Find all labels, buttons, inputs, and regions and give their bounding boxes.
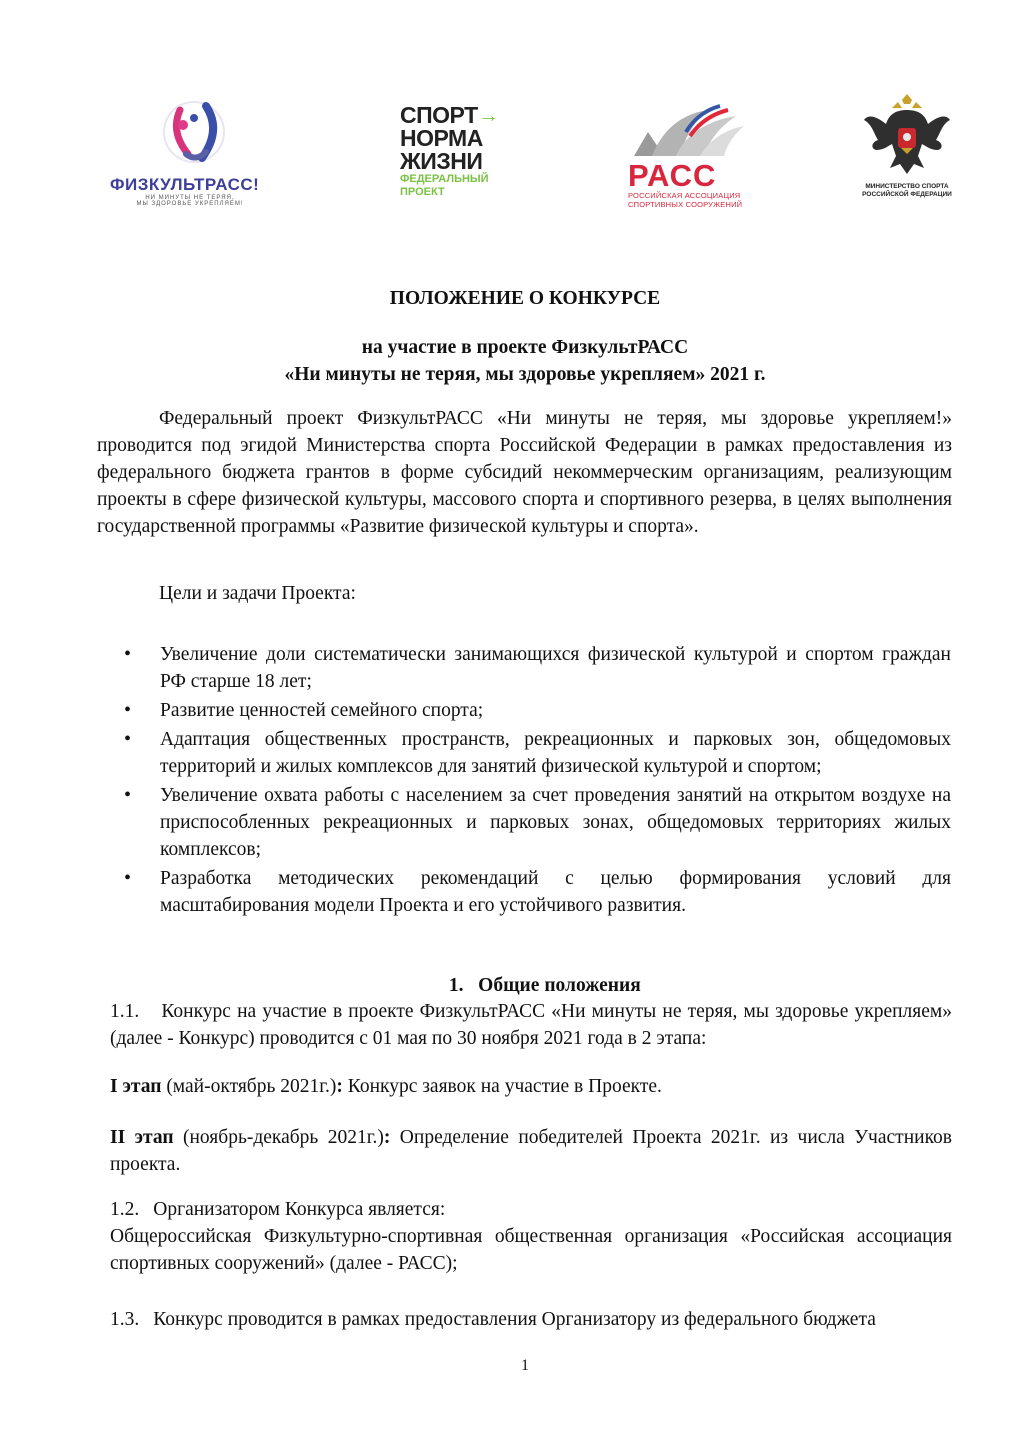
fizkultrass-logo <box>110 92 280 212</box>
fizkultrass-tagline-1: НИ МИНУТЫ НЕ ТЕРЯЯ, <box>145 195 235 201</box>
paragraph-number: 1.3. <box>110 1309 140 1330</box>
document-title <box>0 285 1026 312</box>
ministry-logo <box>862 94 952 214</box>
page-number <box>0 1352 1026 1379</box>
stage-1 <box>110 1073 952 1100</box>
double-headed-eagle-icon <box>862 94 952 178</box>
goals-heading-text: Цели и задачи Проекта: <box>159 583 356 604</box>
document-title-text: ПОЛОЖЕНИЕ О КОНКУРСЕ <box>389 288 661 309</box>
fizkultrass-name: ФИЗКУЛЬТРАСС! <box>110 175 260 194</box>
paragraph-text: Конкурс проводится в рамках предоставления Организатору из федерального бюджета <box>153 1309 876 1330</box>
project-word: ПРОЕКТ <box>400 186 445 198</box>
goal-item <box>118 782 951 863</box>
organizer-text: Общероссийская Физкультурно-спортивная общественная организация «Российская ассоциация спортивных сооружений» (далее - РАСС); <box>110 1226 952 1274</box>
section-1-heading <box>0 945 1026 999</box>
fizkultrass-emblem-icon <box>110 92 280 172</box>
paragraph-1-3 <box>110 1306 952 1333</box>
goal-text: Увеличение охвата работы с населением за счет проведения занятий на открытом воздухе на приспособленных рекреационных и парковых зонах, общедомовых территориях жилых комплексов; <box>160 785 951 860</box>
goal-text: Развитие ценностей семейного спорта; <box>160 700 484 721</box>
subtitle-line-2: «Ни минуты не теряя, мы здоровье укрепляем» 2021 г. <box>284 364 766 385</box>
ministry-name-2: РОССИЙСКОЙ ФЕДЕРАЦИИ <box>862 191 952 198</box>
paragraph-text: Конкурс на участие в проекте ФизкультРАСС «Ни минуты не теряя, мы здоровье укрепляем» (далее - Конкурс) проводится с 01 мая по 30 ноября 2021 года в 2 этапа: <box>110 1001 953 1049</box>
paragraph-number: 1.2. <box>110 1199 140 1220</box>
stage-2-period: (ноябрь-декабрь 2021г.) <box>173 1127 384 1148</box>
fizkultrass-tagline-2: МЫ ЗДОРОВЬЕ УКРЕПЛЯЕМ! <box>136 201 244 207</box>
paragraph-text: Организатором Конкурса является: <box>153 1199 446 1220</box>
rass-subtitle-2: СПОРТИВНЫХ СООРУЖЕНИЙ <box>628 200 743 209</box>
norma-word: НОРМА <box>400 125 483 151</box>
stage-1-period: (май-октябрь 2021г.) <box>161 1076 337 1097</box>
stage-2 <box>110 1124 952 1178</box>
paragraph-1-2 <box>110 1196 952 1223</box>
stage-2-label: II этап <box>110 1127 174 1148</box>
organizer-paragraph <box>110 1223 952 1277</box>
goal-item <box>118 865 951 919</box>
stage-1-label: I этап <box>110 1076 162 1097</box>
document-subtitle <box>0 334 1026 388</box>
zhizni-word: ЖИЗНИ <box>400 148 483 174</box>
goals-list <box>118 641 951 921</box>
stage-2-text: Определение победителей Проекта 2021г. из числа Участников проекта. <box>110 1127 953 1175</box>
rass-subtitle-1: РОССИЙСКАЯ АССОЦИАЦИЯ <box>628 191 741 200</box>
sport-word: СПОРТ <box>400 102 478 128</box>
intro-text: Федеральный проект ФизкультРАСС «Ни минуты не теряя, мы здоровье укрепляем!» проводится под эгидой Министерства спорта Российской Федерации в рамках предоставления из федерального бюджета грантов в форме субсидий некоммерческим организациям, реализующим проекты в сфере физической культуры, массового спорта и спортивного резерва, в целях выполнения государственной программы «Развитие физической культуры и спорта». <box>97 408 952 537</box>
rass-logo <box>628 102 758 212</box>
page-number-text: 1 <box>521 1357 529 1374</box>
stage-1-text: Конкурс заявок на участие в Проекте. <box>342 1076 662 1097</box>
paragraph-1-1 <box>110 998 952 1052</box>
section-1-heading-text: 1. Общие положения <box>448 975 641 996</box>
goal-text: Адаптация общественных пространств, рекреационных и парковых зон, общедомовых территорий и жилых комплексов для занятий физической культурой и спортом; <box>160 729 951 777</box>
goal-item <box>118 726 951 780</box>
federal-word: ФЕДЕРАЛЬНЫЙ <box>400 173 489 185</box>
sport-norma-zhizni-logo <box>400 104 510 214</box>
paragraph-number: 1.1. <box>110 1001 140 1022</box>
goals-heading <box>159 580 356 607</box>
goal-item <box>118 641 951 695</box>
arrow-right-icon: → <box>478 104 499 127</box>
rass-emblem-icon <box>628 102 748 158</box>
rass-name: РАСС <box>628 158 717 193</box>
goal-text: Увеличение доли систематически занимающихся физической культурой и спортом граждан РФ старше 18 лет; <box>160 644 951 692</box>
stage-2-colon: : <box>383 1127 391 1148</box>
goal-item <box>118 697 951 724</box>
stage-1-colon: : <box>336 1076 343 1097</box>
ministry-name-1: МИНИСТЕРСТВО СПОРТА <box>865 183 949 190</box>
logo-row <box>0 92 1026 212</box>
subtitle-line-1: на участие в проекте ФизкультРАСС <box>361 337 689 358</box>
goal-text: Разработка методических рекомендаций с целью формирования условий для масштабирования модели Проекта и его устойчивого развития. <box>160 868 951 916</box>
intro-paragraph <box>97 405 952 540</box>
